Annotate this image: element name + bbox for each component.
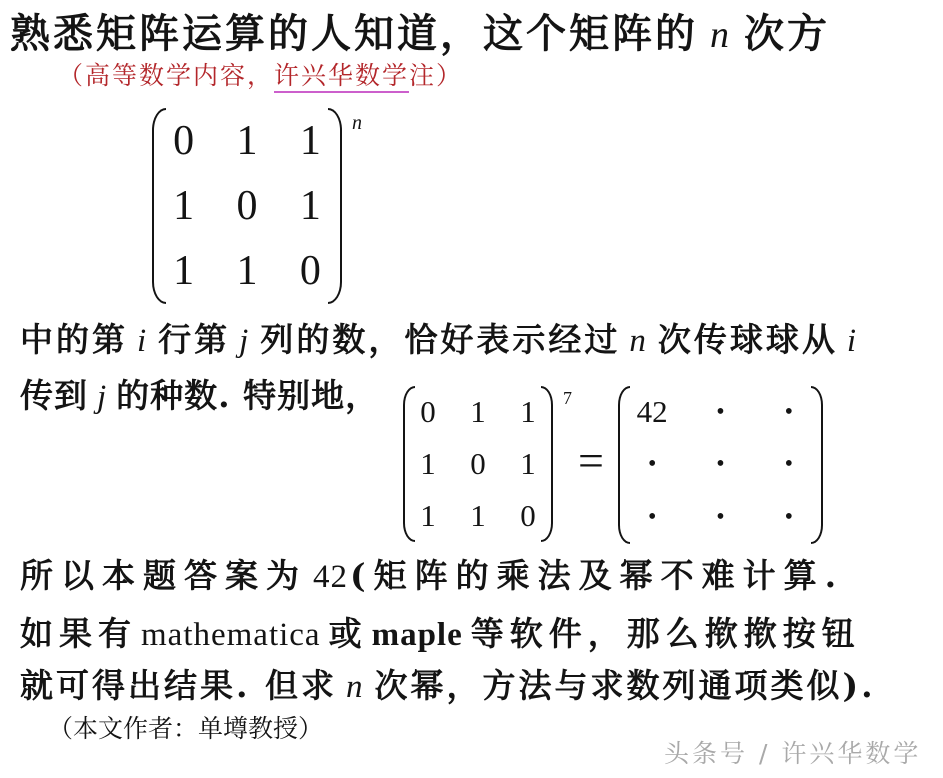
- matrix-cell: 1: [470, 394, 486, 429]
- variable-i: i: [846, 323, 860, 359]
- matrix-cell: •: [716, 451, 725, 478]
- matrix-cell: •: [647, 504, 657, 531]
- software-name-maple: maple: [371, 617, 463, 653]
- answer-line-1: [20, 556, 844, 597]
- matrix-cell: 1: [299, 117, 321, 164]
- heading-text-before: 熟悉矩阵运算的人知道，这个矩阵的: [10, 10, 698, 57]
- author-credit: （本文作者：单墫教授）: [48, 714, 324, 743]
- matrix-b-entries: [403, 386, 553, 542]
- result-matrix: [618, 386, 823, 544]
- result-matrix-right-bracket: [811, 386, 823, 544]
- explanation-line-2: [20, 376, 379, 417]
- source-note: [58, 61, 463, 91]
- matrix-cell: 42: [636, 394, 668, 430]
- variable-n: n: [345, 669, 366, 705]
- text-segment: 或: [328, 614, 368, 653]
- matrix-cell: •: [784, 504, 794, 531]
- matrix-cell: 0: [299, 248, 321, 295]
- source-note-close: 注）: [409, 61, 464, 90]
- text-segment: 等软件，那么揿揿按钮: [470, 614, 861, 653]
- matrix-cell: 0: [520, 498, 536, 533]
- equals-sign: =: [578, 435, 604, 486]
- matrix-cell: 1: [299, 182, 321, 229]
- heading-text-after: 次方: [744, 10, 830, 57]
- matrix-cell: 0: [420, 394, 436, 429]
- matrix-b-exponent: 7: [563, 388, 572, 408]
- answer-number: 42: [313, 559, 348, 595]
- text-segment: 列的数，恰好表示经过: [260, 320, 621, 359]
- matrix-cell: 1: [173, 182, 195, 229]
- explanation-line-1: [20, 320, 868, 361]
- matrix-cell: 1: [420, 446, 436, 481]
- matrix-a-exponent: n: [352, 112, 362, 134]
- matrix-a-entries: [152, 108, 342, 304]
- text-segment: 传到: [20, 376, 88, 415]
- answer-line-3: [20, 666, 876, 707]
- text-segment: 中的第: [20, 320, 128, 359]
- matrix-cell: 1: [236, 248, 258, 295]
- text-segment: 就可得出结果. 但求: [20, 666, 337, 705]
- text-segment: 次传球球从: [657, 320, 838, 359]
- variable-j: j: [239, 323, 252, 359]
- matrix-cell: 0: [470, 446, 486, 481]
- source-note-open: （高等数学内容，: [58, 61, 275, 90]
- matrix-cell: •: [784, 398, 794, 425]
- matrix-a-right-bracket: [328, 108, 342, 304]
- answer-line-2: [20, 614, 861, 655]
- matrix-b: [403, 386, 553, 542]
- matrix-cell: 1: [236, 117, 258, 164]
- matrix-cell: 1: [520, 394, 536, 429]
- variable-j: j: [97, 379, 108, 415]
- matrix-cell: •: [716, 504, 725, 531]
- text-segment: 行第: [158, 320, 231, 359]
- matrix-cell: 1: [470, 498, 486, 533]
- matrix-cell: 1: [173, 248, 195, 295]
- matrix-a: [152, 108, 342, 304]
- watermark: 头条号 / 许兴华数学: [664, 739, 922, 768]
- matrix-cell: •: [784, 451, 794, 478]
- text-segment: (矩阵的乘法及幂不难计算.: [350, 556, 845, 595]
- source-note-underlined: 许兴华数学: [274, 61, 409, 93]
- matrix-cell: 0: [236, 182, 258, 229]
- heading-variable-n: n: [710, 14, 732, 56]
- text-segment: 次幂，方法与求数列通项类似).: [374, 666, 876, 705]
- matrix-cell: 1: [420, 498, 436, 533]
- text-segment: 如果有: [20, 614, 137, 653]
- matrix-cell: •: [716, 398, 725, 425]
- matrix-cell: 1: [520, 446, 536, 481]
- matrix-cell: 0: [173, 117, 195, 164]
- matrix-b-right-bracket: [541, 386, 553, 542]
- text-segment: 的种数. 特别地，: [116, 376, 380, 415]
- variable-i: i: [137, 323, 150, 359]
- matrix-cell: •: [647, 451, 657, 478]
- software-name-mathematica: mathematica: [141, 617, 321, 653]
- heading-line: [10, 10, 830, 59]
- variable-n: n: [629, 323, 649, 359]
- text-segment: 所以本题答案为: [20, 556, 307, 595]
- result-matrix-entries: [618, 386, 823, 544]
